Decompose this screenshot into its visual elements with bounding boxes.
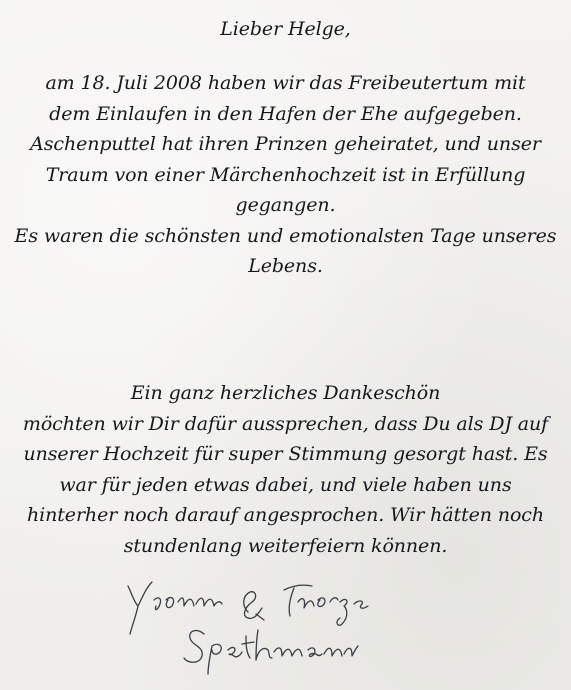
text-line: am 18. Juli 2008 haben wir das Freibeutertum mit [45,72,526,94]
letter-greeting: Lieber Helge, [220,18,351,40]
handwritten-signature [118,572,378,682]
text-line: hinterher noch darauf angesprochen. Wir hätten noch [27,504,544,526]
text-line: Ein ganz herzliches Dankeschön [130,382,441,404]
text-line: Aschenputtel hat ihren Prinzen geheiratet, und unser [30,133,541,155]
letter-paragraph-2 [0,378,571,561]
text-line: gegangen. [235,194,336,216]
text-line: war für jeden etwas dabei, und viele haben uns [59,473,512,496]
text-line: Traum von einer Märchenhochzeit ist in Erfüllung [45,163,526,186]
text-line: möchten wir Dir dafür aussprechen, dass Du als DJ auf [22,412,549,435]
text-line: dem Einlaufen in den Hafen der Ehe aufgegeben. [49,102,522,125]
text-line: Es waren die schönsten und emotionalsten Tage unseres [14,224,557,247]
letter-paragraph-1 [0,68,571,282]
text-line: unserer Hochzeit für super Stimmung gesorgt hast. Es [23,443,548,465]
text-line: stundenlang weiterfeiern können. [123,534,448,557]
text-line: Lebens. [248,255,323,277]
